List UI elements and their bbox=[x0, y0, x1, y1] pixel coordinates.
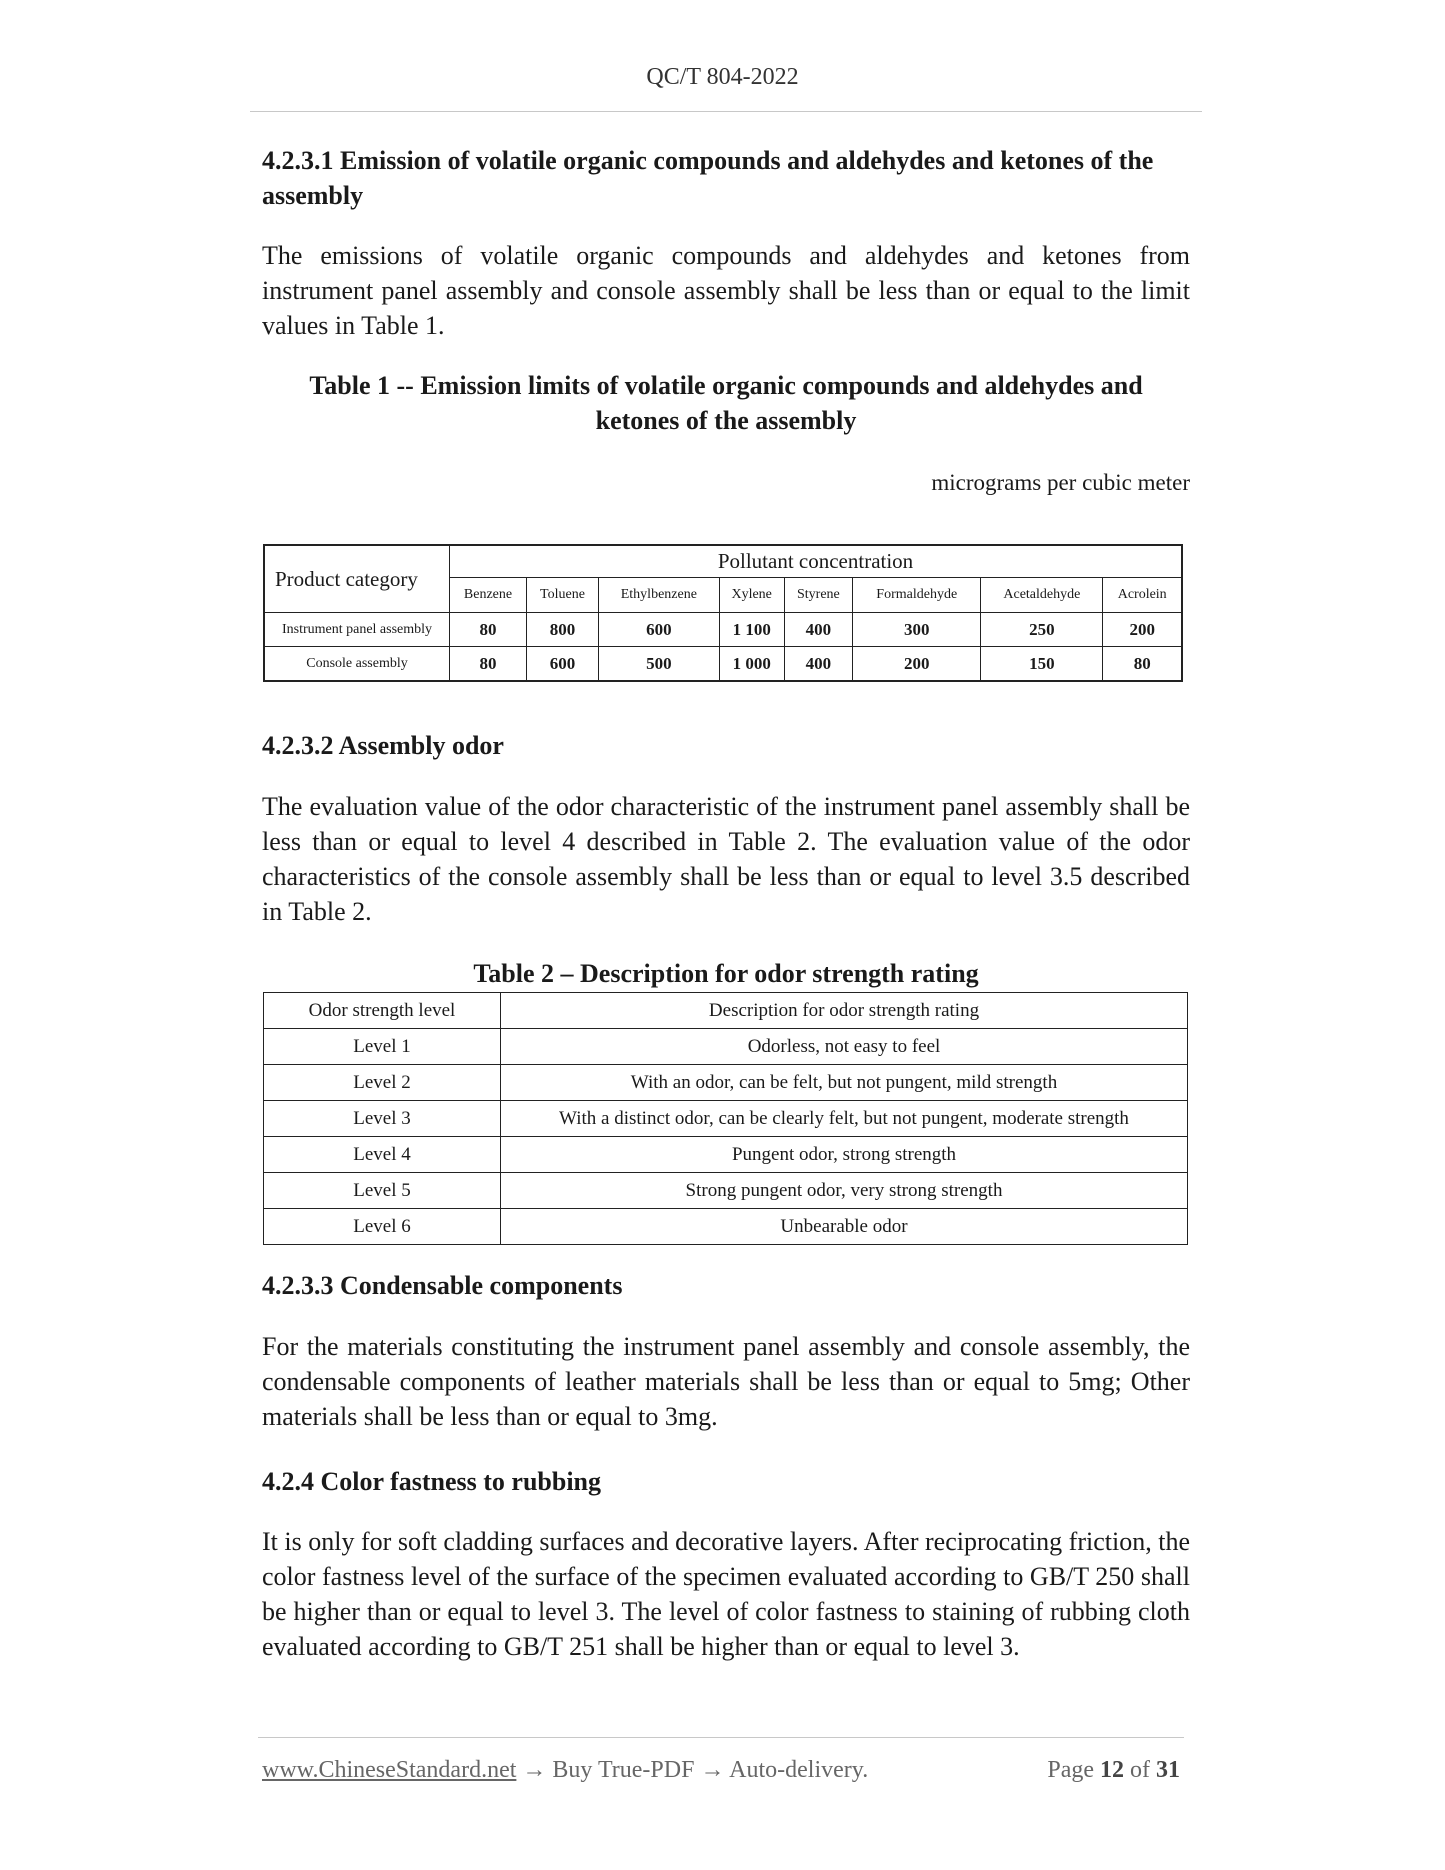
table1-caption: Table 1 -- Emission limits of volatile organic compounds and aldehydes and ketones of the assembly bbox=[309, 371, 1143, 435]
table-cell: With a distinct odor, can be clearly felt, but not pungent, moderate strength bbox=[501, 1101, 1188, 1137]
section-424-body: It is only for soft cladding surfaces and decorative layers. After reciprocating friction, the color fastness level of the surface of the specimen evaluated according to GB/T 250 shall be higher than or equal to level 3. The level of color fastness to staining of rubbing cloth evaluated according to GB/T 251 shall be higher than or equal to level 3. bbox=[262, 1527, 1190, 1661]
table1-row-name: Instrument panel assembly bbox=[264, 613, 450, 647]
section-4231-body: The emissions of volatile organic compounds and aldehydes and ketones from instrument panel assembly and console assembly shall be less than or equal to the limit values in Table 1. bbox=[262, 241, 1190, 340]
current-page: 12 bbox=[1100, 1757, 1124, 1783]
table-cell: Level 5 bbox=[264, 1173, 501, 1209]
table-cell: 600 bbox=[598, 613, 719, 647]
table2 bbox=[263, 992, 1188, 1245]
table-cell: 1 100 bbox=[719, 613, 784, 647]
table1-row-name: Console assembly bbox=[264, 647, 450, 682]
table1-pollutant-header: Xylene bbox=[719, 578, 784, 613]
table1-unit: micrograms per cubic meter bbox=[931, 470, 1190, 495]
table1-pollutant-header: Styrene bbox=[784, 578, 853, 613]
footer-buy-text: Buy True-PDF bbox=[552, 1757, 695, 1783]
footer-site-link[interactable]: www.ChineseStandard.net bbox=[262, 1757, 517, 1783]
table-cell: Level 4 bbox=[264, 1137, 501, 1173]
section-4233-heading: 4.2.3.3 Condensable components bbox=[262, 1271, 623, 1300]
table-cell: 800 bbox=[527, 613, 599, 647]
table1-pollutant-header: Ethylbenzene bbox=[598, 578, 719, 613]
footer-left bbox=[262, 1757, 868, 1784]
page-number bbox=[1047, 1757, 1180, 1784]
table-cell: 300 bbox=[853, 613, 981, 647]
section-4232-heading: 4.2.3.2 Assembly odor bbox=[262, 731, 504, 760]
section-4231-heading: 4.2.3.1 Emission of volatile organic compounds and aldehydes and ketones of the assembly bbox=[262, 146, 1154, 210]
header-divider bbox=[250, 111, 1202, 112]
table-cell: Strong pungent odor, very strong strength bbox=[501, 1173, 1188, 1209]
arrow-icon: → bbox=[700, 1757, 725, 1783]
page-word: Page bbox=[1047, 1757, 1094, 1783]
table-row bbox=[264, 1173, 1188, 1209]
section-4232-body: The evaluation value of the odor characteristic of the instrument panel assembly shall be less than or equal to level 4 described in Table 2. The evaluation value of the odor characteristics of the console assembly shall be less than or equal to level 3.5 described in Table 2. bbox=[262, 792, 1190, 926]
table1-category-header: Product category bbox=[264, 545, 450, 613]
table-cell: With an odor, can be felt, but not pungent, mild strength bbox=[501, 1065, 1188, 1101]
table1-pollutant-header: Acetaldehyde bbox=[981, 578, 1103, 613]
table-cell: 80 bbox=[450, 647, 527, 682]
section-424-heading: 4.2.4 Color fastness to rubbing bbox=[262, 1467, 602, 1496]
table-cell: 150 bbox=[981, 647, 1103, 682]
table2-header-description: Description for odor strength rating bbox=[501, 993, 1188, 1029]
table-cell: 250 bbox=[981, 613, 1103, 647]
table-cell: Unbearable odor bbox=[501, 1209, 1188, 1245]
table-row bbox=[264, 1209, 1188, 1245]
table1-pollutant-header: Benzene bbox=[450, 578, 527, 613]
table-row bbox=[264, 1137, 1188, 1173]
table-row bbox=[264, 1101, 1188, 1137]
table1-pollutant-header: Toluene bbox=[527, 578, 599, 613]
table-row bbox=[264, 613, 1182, 647]
table-row bbox=[264, 647, 1182, 682]
section-4233-body: For the materials constituting the instrument panel assembly and console assembly, the condensable components of leather materials shall be less than or equal to 5mg; Other materials shall be less than or equal to 3mg. bbox=[262, 1332, 1190, 1431]
footer-divider bbox=[258, 1737, 1184, 1738]
table-cell: 1 000 bbox=[719, 647, 784, 682]
table-cell: Pungent odor, strong strength bbox=[501, 1137, 1188, 1173]
table-cell: 500 bbox=[598, 647, 719, 682]
table-row bbox=[264, 1065, 1188, 1101]
total-pages: 31 bbox=[1156, 1757, 1180, 1783]
table1-pollutant-header: Acrolein bbox=[1103, 578, 1182, 613]
table-cell: Level 6 bbox=[264, 1209, 501, 1245]
table-cell: Odorless, not easy to feel bbox=[501, 1029, 1188, 1065]
table-cell: 400 bbox=[784, 613, 853, 647]
table-cell: 600 bbox=[527, 647, 599, 682]
table-cell: 200 bbox=[853, 647, 981, 682]
table-cell: 80 bbox=[1103, 647, 1182, 682]
table1 bbox=[263, 544, 1183, 682]
arrow-icon: → bbox=[522, 1757, 547, 1783]
table-cell: Level 2 bbox=[264, 1065, 501, 1101]
of-word: of bbox=[1130, 1757, 1150, 1783]
table2-caption: Table 2 – Description for odor strength rating bbox=[473, 959, 979, 988]
table1-pollutant-header: Formaldehyde bbox=[853, 578, 981, 613]
table-cell: 80 bbox=[450, 613, 527, 647]
table1-group-header: Pollutant concentration bbox=[450, 545, 1183, 578]
page-header: QC/T 804-2022 bbox=[646, 64, 799, 90]
table2-header-level: Odor strength level bbox=[264, 993, 501, 1029]
footer-delivery-text: Auto-delivery. bbox=[729, 1757, 869, 1783]
table-cell: Level 1 bbox=[264, 1029, 501, 1065]
table-cell: 200 bbox=[1103, 613, 1182, 647]
table-row bbox=[264, 1029, 1188, 1065]
table-cell: 400 bbox=[784, 647, 853, 682]
table-cell: Level 3 bbox=[264, 1101, 501, 1137]
